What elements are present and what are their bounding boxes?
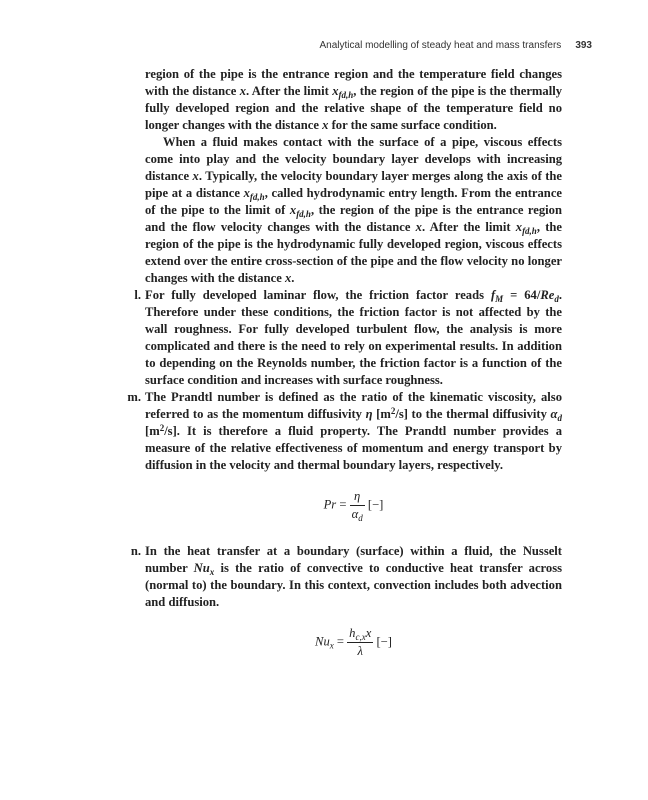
item-text-m: The Prandtl number is defined as the ratio of the kinematic viscosity, also referred to as the momentum diffusivity η $[m^2/s]$ to the thermal diffusivity $\alpha_d$ $[m^2/s]$. It is therefore a fluid property. The Prandtl number provides a measure of the relative effectiveness of momentum and energy transport by diffusion in the velocity and thermal boundary layers, respectively. (145, 390, 563, 472)
list-item-m (127, 389, 563, 523)
list-item-n (130, 543, 562, 660)
item-text-l: For fully developed laminar flow, the friction factor reads $f_M = 64/Re_d$. Therefore under these conditions, the friction factor is not affected by the wall roughness. For fully developed turbulent flow, the analysis is more complicated and there is the need to rely on experimental results. In addition to depending on the Reynolds number, the friction factor is a function of the surface condition and increases with surface roughness. (145, 288, 562, 387)
item-label-m: m. (127, 390, 141, 404)
paragraph-velocity-boundary-layer: When a fluid makes contact with the surface of a pipe, viscous effects come into play and the velocity boundary layer develops with increasing distance x. Typically, the velocity boundary layer merges along the axis of the pipe at a distance $x_{fd,h}$, called hydrodynamic entry length. From the entrance of the pipe to the limit of $x_{fd,h}$, the region of the pipe is the entrance region and the flow velocity changes with the distance x. After the limit $x_{fd,h}$, the region of the pipe is the hydrodynamic fully developed region, viscous effects extend over the entire cross-section of the pipe and the flow velocity no longer changes with the distance x. (145, 135, 562, 285)
page-number: 393 (575, 40, 592, 51)
equation-nusselt: $Nu_x$ = $\frac{h_{c,x}x}{\lambda}$ [−] (315, 626, 392, 658)
list-item-l (134, 287, 562, 389)
item-label-n: n. (130, 544, 141, 558)
item-text-n: In the heat transfer at a boundary (surface) within a fluid, the Nusselt number $Nu_x$ is the ratio of convective to conductive heat transfer across (normal to) the boundary. In this context, convection includes both advection and diffusion. (145, 544, 562, 609)
body-text (127, 66, 563, 680)
running-title: Analytical modelling of steady heat and mass transfers (319, 40, 562, 51)
running-header (320, 40, 592, 51)
item-label-l: l. (134, 288, 141, 302)
paragraph-thermal-region: region of the pipe is the entrance region and the temperature field changes with the distance x. After the limit $x_{fd,h}$, the region of the pipe is the thermally fully developed region and the relative shape of the temperature field no longer changes with the distance x for the same surface condition. (145, 67, 562, 132)
equation-prandtl: Pr = $\frac{\eta}{\alpha_d}$ [−] (323, 489, 384, 523)
